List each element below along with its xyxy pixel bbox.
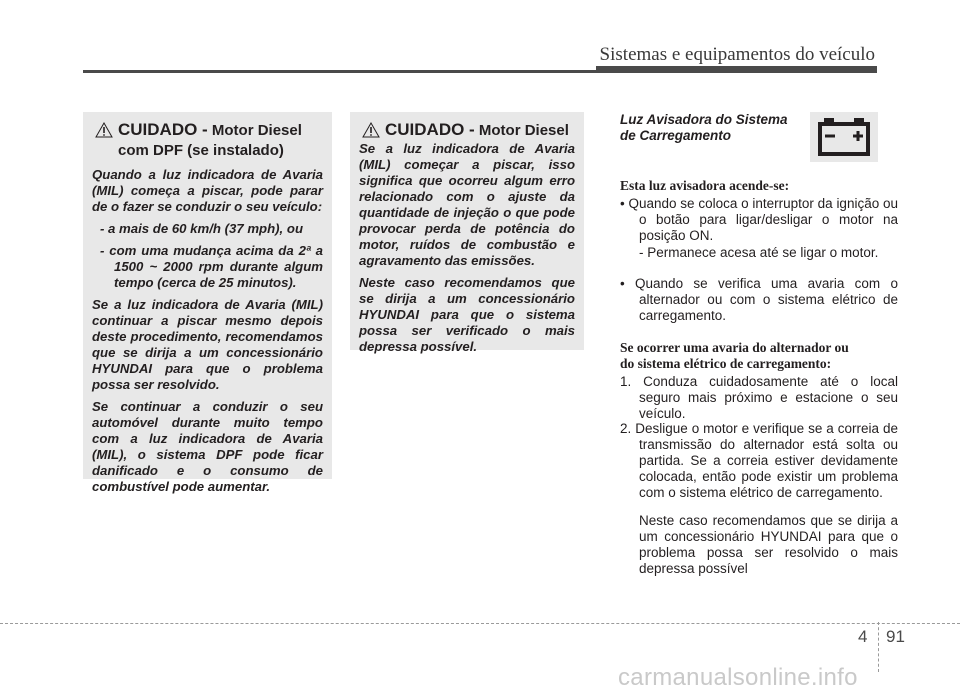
caution-paragraph: Se continuar a conduzir o seu automóvel durante muito tempo com a luz indicadora de Avaria (MIL), o sistema DPF pode ficar danificado e o consumo de combustível pode aumentar. (92, 399, 323, 494)
caution-title: Motor Diesel (478, 122, 569, 139)
list-item: • Quando se coloca o interruptor da ignição ou o botão para ligar/desligar o motor na posição ON. (620, 196, 898, 243)
caution-paragraph: Se a luz indicadora de Avaria (MIL) continuar a piscar mesmo depois deste procedimento, recomendamos que se dirija a um concessionário HYUNDAI para que o problema possa ser resolvido. (92, 297, 323, 392)
battery-icon (810, 112, 878, 162)
caution-paragraph: Quando a luz indicadora de Avaria (MIL) começa a piscar, pode parar de o fazer se conduzir o seu veículo: (92, 167, 323, 214)
list-item: 1. Conduza cuidadosamente até o local seguro mais próximo e estacione o seu veículo. (620, 374, 898, 421)
caution-paragraph: Se a luz indicadora de Avaria (MIL) começar a piscar, isso significa que ocorreu algum erro relacionado com o ajuste da quantidade de injeção o que pode provocar perda de potência do motor, ruídos de combustão e agravamento das emissões. (359, 141, 575, 268)
caution-title-line2: com DPF (se instalado) (118, 142, 284, 159)
caution-keyword: CUIDADO - (118, 120, 208, 139)
warning-triangle-icon (95, 122, 113, 138)
page-header-title: Sistemas e equipamentos do veículo (599, 44, 875, 65)
caution-box-diesel (350, 112, 584, 354)
warning-triangle-icon (362, 122, 380, 138)
caution-title: Motor Diesel (211, 122, 302, 139)
section-title: Luz Avisadora do Sistema de Carregamento (620, 112, 788, 143)
header-rule-accent (596, 66, 877, 73)
list-item: 2. Desligue o motor e verifique se a correia de transmissão do alternador está solta ou partida. Se a correia estiver devidamente colocada, então pode existir um problema com o sistema elétrico de carregamento. (620, 421, 898, 500)
footer-rule (0, 623, 960, 624)
page-number: 91 (886, 627, 905, 646)
caution-heading (92, 120, 323, 161)
caution-bullet: - a mais de 60 km/h (37 mph), ou (100, 221, 303, 236)
battery-icon-box (810, 112, 878, 162)
list-item: Neste caso recomendamos que se dirija a um concessionário HYUNDAI para que o problema possa ser resolvido o mais depressa possível (639, 513, 898, 576)
watermark: carmanualsonline.info (618, 664, 858, 691)
list-item: - Permanece acesa até se ligar o motor. (639, 245, 879, 260)
page-separator (878, 622, 880, 672)
fault-heading: Se ocorrer uma avaria do alternador ou do sistema elétrico de carregamento: (620, 340, 849, 371)
caution-keyword: CUIDADO - (385, 120, 475, 139)
caution-paragraph: Neste caso recomendamos que se dirija a um concessionário HYUNDAI para que o sistema possa ser verificado o mais depressa possível. (359, 275, 575, 354)
caution-bullet: - com uma mudança acima da 2ª a 1500 ~ 2000 rpm durante algum tempo (cerca de 25 minutos). (100, 243, 323, 290)
caution-box-diesel-dpf (83, 112, 332, 494)
chapter-number: 4 (858, 627, 868, 646)
caution-heading (359, 120, 575, 141)
lights-on-heading: Esta luz avisadora acende-se: (620, 178, 790, 193)
list-item: • Quando se verifica uma avaria com o alternador ou com o sistema elétrico de carregamento. (620, 276, 898, 323)
